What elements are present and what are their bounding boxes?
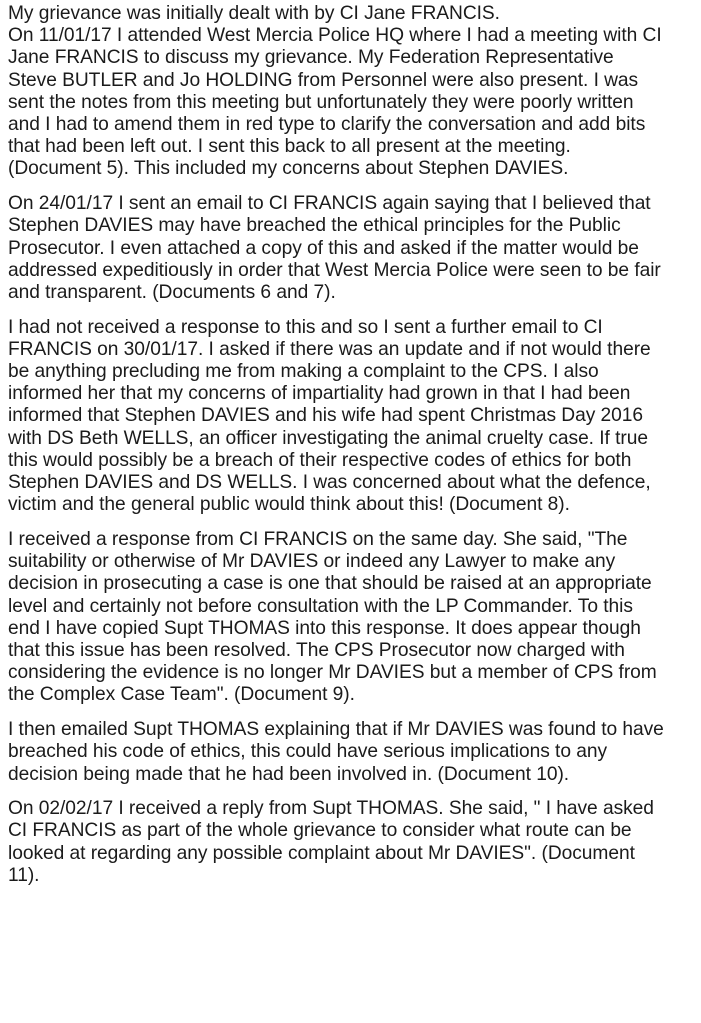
text-line: (Document 5). This included my concerns about Stephen DAVIES.	[8, 158, 569, 180]
text-line: CI FRANCIS as part of the whole grievance to consider what route can be	[8, 820, 632, 842]
text-line: informed her that my concerns of impartiality had grown in that I had been	[8, 383, 631, 405]
text-line: informed that Stephen DAVIES and his wife had spent Christmas Day 2016	[8, 405, 644, 427]
text-line: Stephen DAVIES may have breached the ethical principles for the Public	[8, 215, 621, 237]
text-line: the Complex Case Team". (Document 9).	[8, 684, 355, 706]
text-line: Stephen DAVIES and DS WELLS. I was concerned about what the defence,	[8, 472, 651, 494]
text-line: decision being made that he had been involved in. (Document 10).	[8, 763, 570, 785]
paragraph-email-24-01-17	[8, 193, 698, 304]
paragraph-reply-supt-thomas	[8, 798, 698, 887]
text-line: and transparent. (Documents 6 and 7).	[8, 281, 336, 303]
text-line: Steve BUTLER and Jo HOLDING from Personnel were also present. I was	[8, 69, 639, 91]
text-line: end I have copied Supt THOMAS into this response. It does appear though	[8, 617, 641, 639]
text-line: I received a response from CI FRANCIS on the same day. She said, "The	[8, 528, 628, 550]
text-line: Jane FRANCIS to discuss my grievance. My Federation Representative	[8, 47, 614, 69]
text-line: My grievance was initially dealt with by CI Jane FRANCIS.	[8, 3, 500, 24]
text-line: On 02/02/17 I received a reply from Supt THOMAS. She said, " I have asked	[8, 798, 654, 820]
text-line: that this issue has been resolved. The CPS Prosecutor now charged with	[8, 639, 625, 661]
text-line: Prosecutor. I even attached a copy of this and asked if the matter would be	[8, 237, 639, 259]
paragraph-response-ci-francis	[8, 529, 698, 707]
text-line: addressed expeditiously in order that West Mercia Police were seen to be fair	[8, 259, 661, 281]
text-line: looked at regarding any possible complaint about Mr DAVIES". (Document	[8, 842, 635, 864]
text-line: On 11/01/17 I attended West Mercia Police HQ where I had a meeting with CI	[8, 25, 662, 47]
text-line: sent the notes from this meeting but unfortunately they were poorly written	[8, 91, 634, 113]
paragraph-initial-grievance	[8, 3, 698, 181]
text-line: I then emailed Supt THOMAS explaining that if Mr DAVIES was found to have	[8, 719, 664, 741]
text-line: decision in prosecuting a case is one that should be raised at an appropriate	[8, 573, 652, 595]
text-line: 11).	[8, 864, 40, 886]
text-line: this would possibly be a breach of their respective codes of ethics for both	[8, 449, 632, 471]
text-line: breached his code of ethics, this could have serious implications to any	[8, 741, 608, 763]
paragraph-email-30-01-17	[8, 317, 698, 517]
text-line: On 24/01/17 I sent an email to CI FRANCIS again saying that I believed that	[8, 193, 651, 215]
paragraph-email-supt-thomas	[8, 719, 698, 786]
text-line: with DS Beth WELLS, an officer investigating the animal cruelty case. If true	[8, 427, 648, 449]
text-line: and I had to amend them in red type to clarify the conversation and add bits	[8, 114, 646, 136]
text-line: be anything precluding me from making a complaint to the CPS. I also	[8, 361, 599, 383]
text-line: that had been left out. I sent this back to all present at the meeting.	[8, 136, 571, 158]
text-line: victim and the general public would think about this! (Document 8).	[8, 494, 570, 516]
text-line: considering the evidence is no longer Mr DAVIES but a member of CPS from	[8, 662, 657, 684]
text-line: level and certainly not before consultation with the LP Commander. To this	[8, 595, 633, 617]
document-page	[8, 3, 698, 900]
text-line: suitability or otherwise of Mr DAVIES or indeed any Lawyer to make any	[8, 551, 616, 573]
text-line: FRANCIS on 30/01/17. I asked if there was an update and if not would there	[8, 338, 651, 360]
text-line: I had not received a response to this and so I sent a further email to CI	[8, 316, 603, 338]
